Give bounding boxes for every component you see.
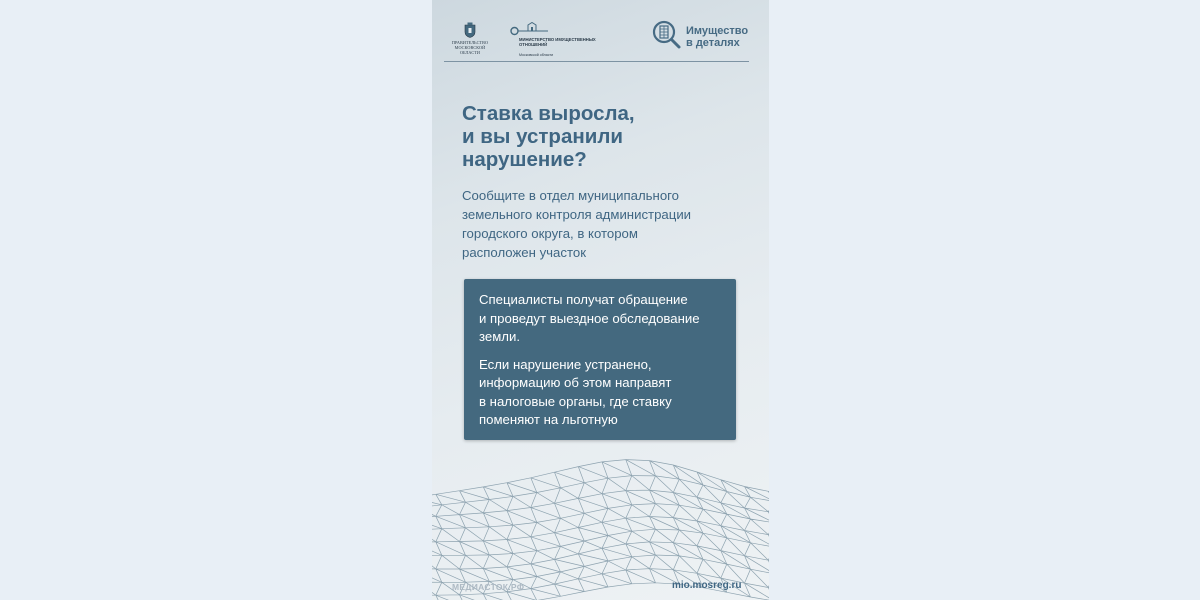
lead-line-3: городского округа, в котором	[462, 226, 638, 241]
lead-text	[462, 186, 752, 262]
gov-logo	[450, 22, 490, 55]
footer-mediastok: МЕДИАСТОК.РФ	[452, 582, 525, 592]
lead-line-1: Сообщите в отдел муниципального	[462, 188, 680, 203]
brand-line-2: в деталях	[686, 37, 740, 49]
info-p2-line-2: информацию об этом направят	[479, 375, 672, 390]
info-p2-line-4: поменяют на льготную	[479, 412, 618, 427]
brand-logo	[652, 20, 762, 52]
info-paragraph-2	[479, 356, 724, 430]
ministry-logo-sub: Московской области	[519, 53, 554, 57]
wireframe-terrain-decoration	[432, 450, 769, 600]
info-p1-line-2: и проведут выездное обследование	[479, 310, 700, 326]
info-p2-line-1: Если нарушение устранено,	[479, 356, 652, 372]
poster	[432, 0, 769, 600]
coat-of-arms-icon	[464, 22, 476, 38]
headline-line-1: Ставка выросла,	[462, 102, 635, 125]
magnifier-building-icon	[652, 20, 682, 50]
header-divider	[444, 61, 749, 62]
info-p1-line-3: земли.	[479, 329, 521, 344]
info-box	[464, 279, 736, 440]
headline-line-3: нарушение?	[462, 148, 587, 171]
brand-line-1: Имущество	[686, 25, 749, 37]
poster-header	[432, 0, 769, 62]
info-p1-line-1: Специалисты получат обращение	[479, 292, 688, 307]
lead-line-2: земельного контроля администрации	[462, 207, 692, 222]
ministry-logo-caption: МИНИСТЕРСТВО ИМУЩЕСТВЕННЫХ ОТНОШЕНИЙ	[519, 37, 596, 47]
mesh-lines	[432, 460, 769, 600]
brand-name	[686, 25, 748, 49]
headline-line-2: и вы устранили	[462, 125, 623, 148]
lead-line-4: расположен участок	[462, 245, 586, 260]
footer-website: mio.mosreg.ru	[672, 580, 742, 591]
gov-logo-caption: ПРАВИТЕЛЬСТВО МОСКОВСКОЙ ОБЛАСТИ	[451, 40, 489, 55]
info-p2-line-3: в налоговые органы, где ставку	[479, 393, 672, 409]
key-house-icon	[510, 22, 550, 36]
info-paragraph-1	[479, 291, 724, 347]
headline	[462, 102, 752, 171]
